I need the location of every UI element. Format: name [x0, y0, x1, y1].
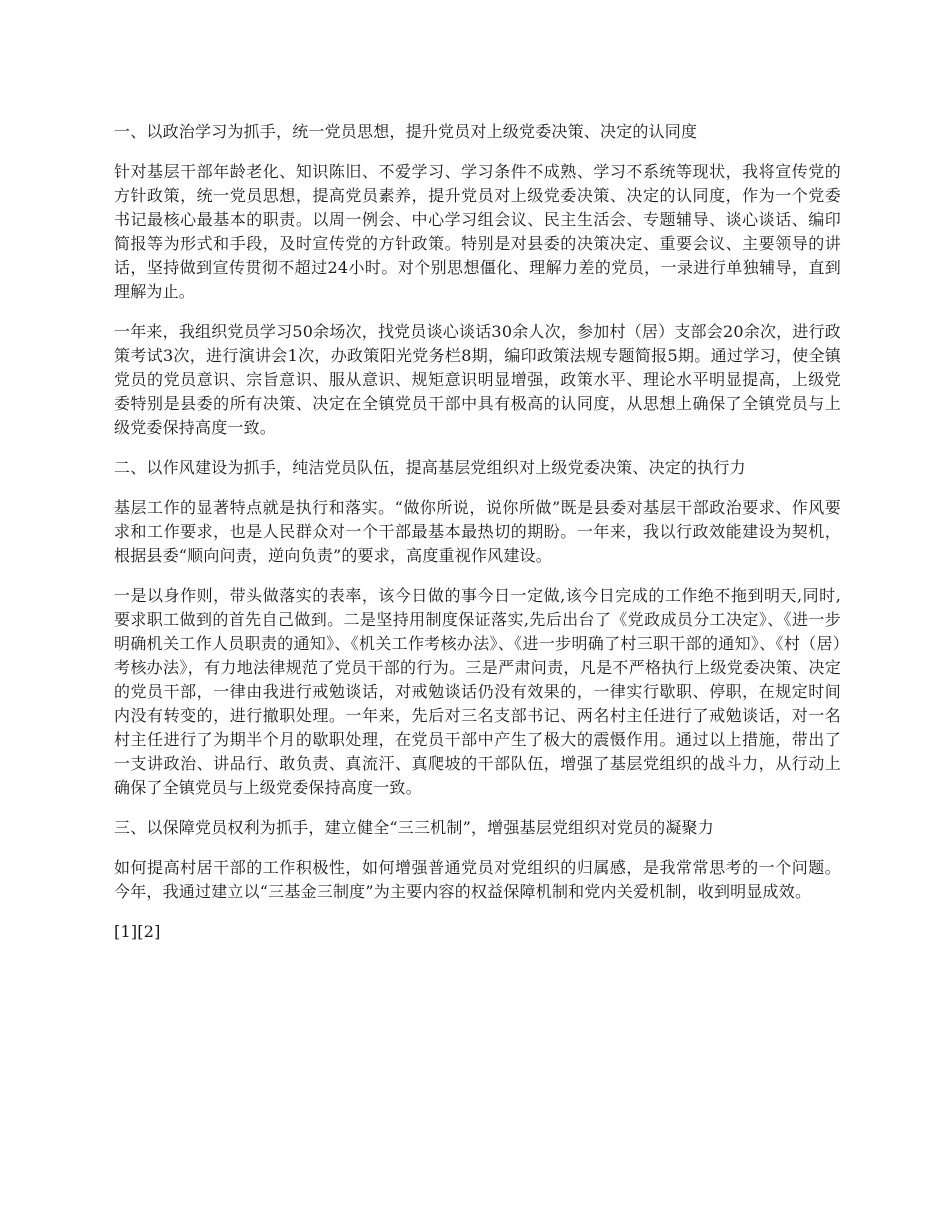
paragraph-1: 针对基层干部年龄老化、知识陈旧、不爱学习、学习条件不成熟、学习不系统等现状，我将宣传党的方针政策，统一党员思想，提高党员素养，提升党员对上级党委决策、决定的认同度，作为一个党委书记最核心最基本的职责。以周一例会、中心学习组会议、民主生活会、专题辅导、谈心谈话、编印简报等为形式和手段，及时宣传党的方针政策。特别是对县委的决策决定、重要会议、主要领导的讲话，坚持做到宣传贯彻不超过24小时。对个别思想僵化、理解力差的党员，一录进行单独辅导，直到理解为止。	[114, 162, 841, 301]
section-heading-3: 三、以保障党员权利为抓手，建立健全“三三机制”，增强基层党组织对党员的凝聚力	[114, 818, 714, 837]
pagination-links[interactable]: [1][2]	[114, 922, 161, 941]
paragraph-4: 一是以身作则，带头做落实的表率，该今日做的事今日一定做,该今日完成的工作绝不拖到明天,同时,要求职工做到的首先自己做到。二是坚持用制度保证落实,先后出台了《党政成员分工决定》、《进一步明确机关工作人员职责的通知》、《机关工作考核办法》、《进一步明确了村三职干部的通知》、《村（居）考核办法》，有力地法律规范了党员干部的行为。三是严肃问责，凡是不严格执行上级党委决策、决定的党员干部，一律由我进行戒勉谈话，对戒勉谈话仍没有效果的，一律实行歇职、停职，在规定时间内没有转变的，进行撤职处理。一年来，先后对三名支部书记、两名村主任进行了戒勉谈话，对一名村主任进行了为期半个月的歇职处理，在党员干部中产生了极大的震慑作用。通过以上措施，带出了一支讲政治、讲品行、敢负责、真流汗、真爬坡的干部队伍，增强了基层党组织的战斗力，从行动上确保了全镇党员与上级党委保持高度一致。	[114, 586, 841, 797]
paragraph-3: 基层工作的显著特点就是执行和落实。“做你所说，说你所做”既是县委对基层干部政治要求、作风要求和工作要求，也是人民群众对一个干部最基本最热切的期盼。一年来，我以行政效能建设为契机，根据县委“顺向问责，逆向负责”的要求，高度重视作风建设。	[114, 498, 841, 565]
section-heading-1: 一、以政治学习为抓手，统一党员思想，提升党员对上级党委决策、决定的认同度	[114, 122, 698, 141]
paragraph-2: 一年来，我组织党员学习50余场次，找党员谈心谈话30余人次，参加村（居）支部会20余次，进行政策考试3次，进行演讲会1次，办政策阳光党务栏8期，编印政策法规专题简报5期。通过学习，使全镇党员的党员意识、宗旨意识、服从意识、规矩意识明显增强，政策水平、理论水平明显提高，上级党委特别是县委的所有决策、决定在全镇党员干部中具有极高的认同度，从思想上确保了全镇党员与上级党委保持高度一致。	[114, 322, 841, 437]
paragraph-5: 如何提高村居干部的工作积极性，如何增强普通党员对党组织的归属感，是我常常思考的一个问题。今年，我通过建立以“三基金三制度”为主要内容的权益保障机制和党内关爱机制，收到明显成效。	[114, 858, 841, 901]
section-heading-2: 二、以作风建设为抓手，纯洁党员队伍，提高基层党组织对上级党委决策、决定的执行力	[114, 458, 746, 477]
document-page	[114, 120, 841, 944]
